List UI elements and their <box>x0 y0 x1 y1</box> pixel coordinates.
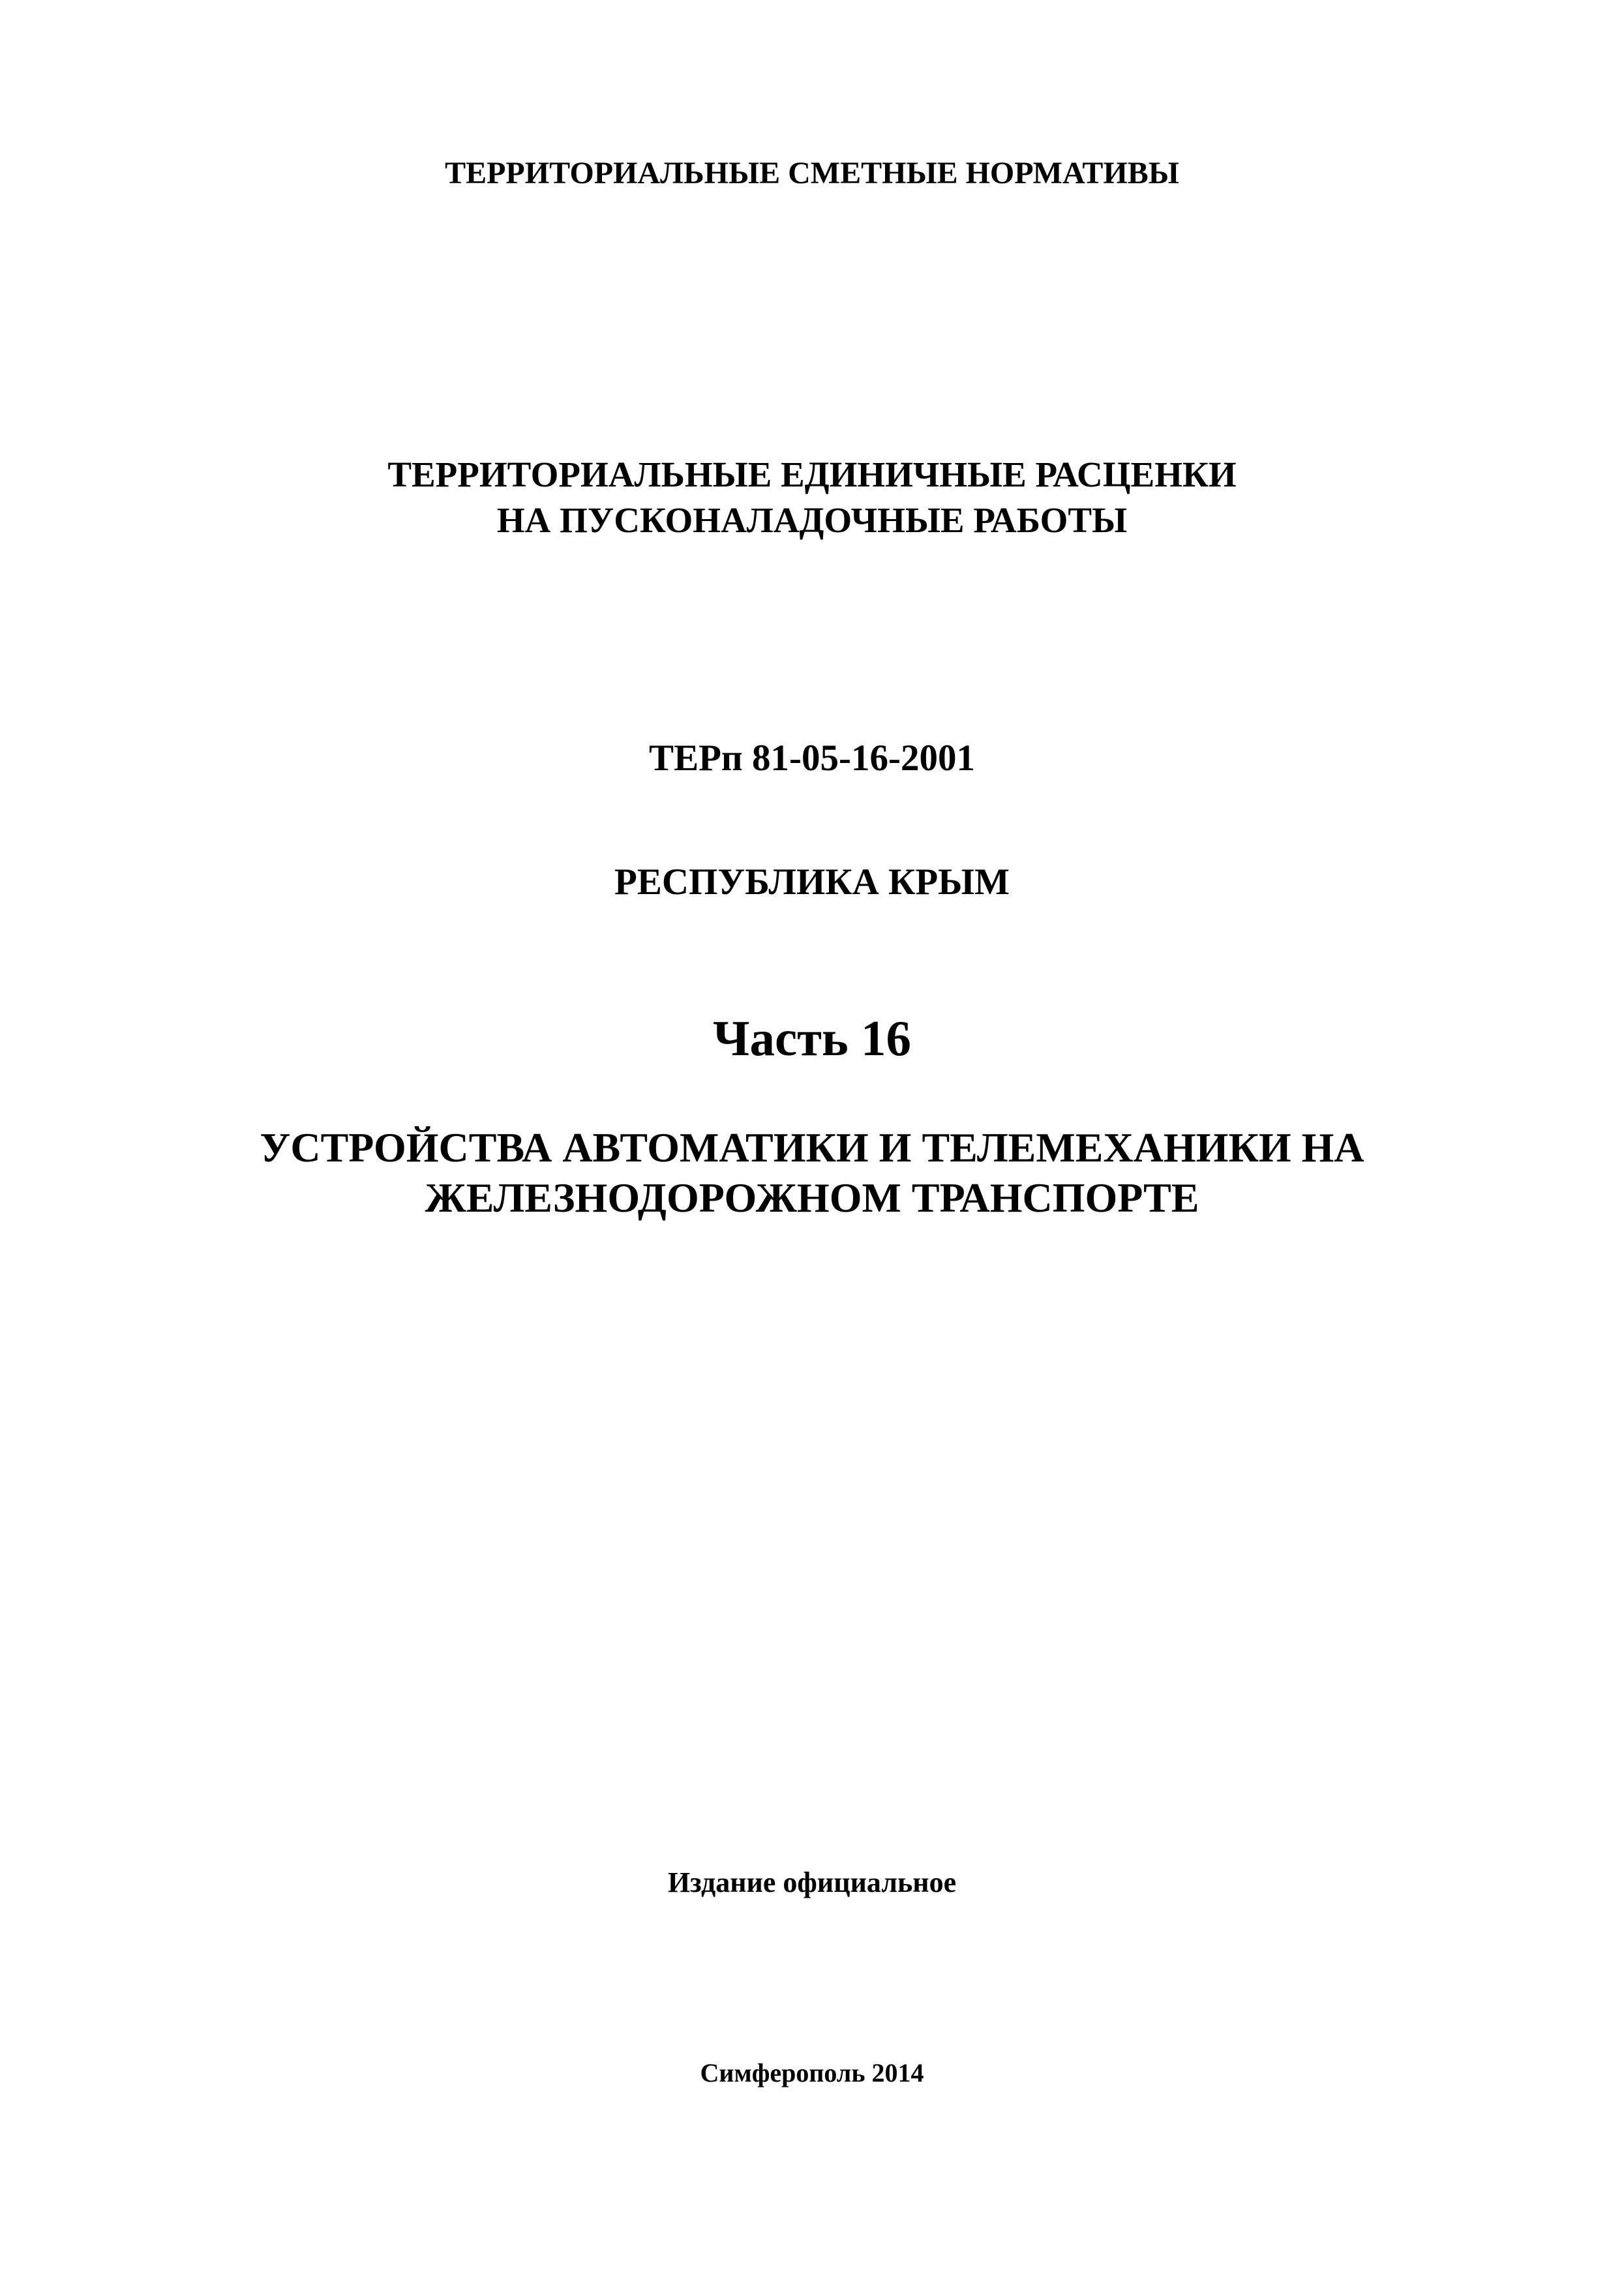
document-imprint: Симферополь 2014 <box>700 2058 924 2087</box>
document-title-line-2: НА ПУСКОНАЛАДОЧНЫЕ РАБОТЫ <box>496 500 1128 540</box>
document-series: ТЕРРИТОРИАЛЬНЫЕ СМЕТНЫЕ НОРМАТИВЫ <box>445 156 1179 190</box>
document-subject-line-1: УСТРОЙСТВА АВТОМАТИКИ И ТЕЛЕМЕХАНИКИ НА <box>260 1124 1364 1171</box>
document-part: Часть 16 <box>713 1010 911 1066</box>
document-subject-line-2: ЖЕЛЕЗНОДОРОЖНОМ ТРАНСПОРТЕ <box>425 1174 1199 1221</box>
document-region: РЕСПУБЛИКА КРЫМ <box>614 861 1010 903</box>
document-code: ТЕРп 81-05-16-2001 <box>649 738 975 779</box>
document-edition: Издание официальное <box>667 1866 957 1898</box>
document-title-line-1: ТЕРРИТОРИАЛЬНЫЕ ЕДИНИЧНЫЕ РАСЦЕНКИ <box>387 455 1237 494</box>
